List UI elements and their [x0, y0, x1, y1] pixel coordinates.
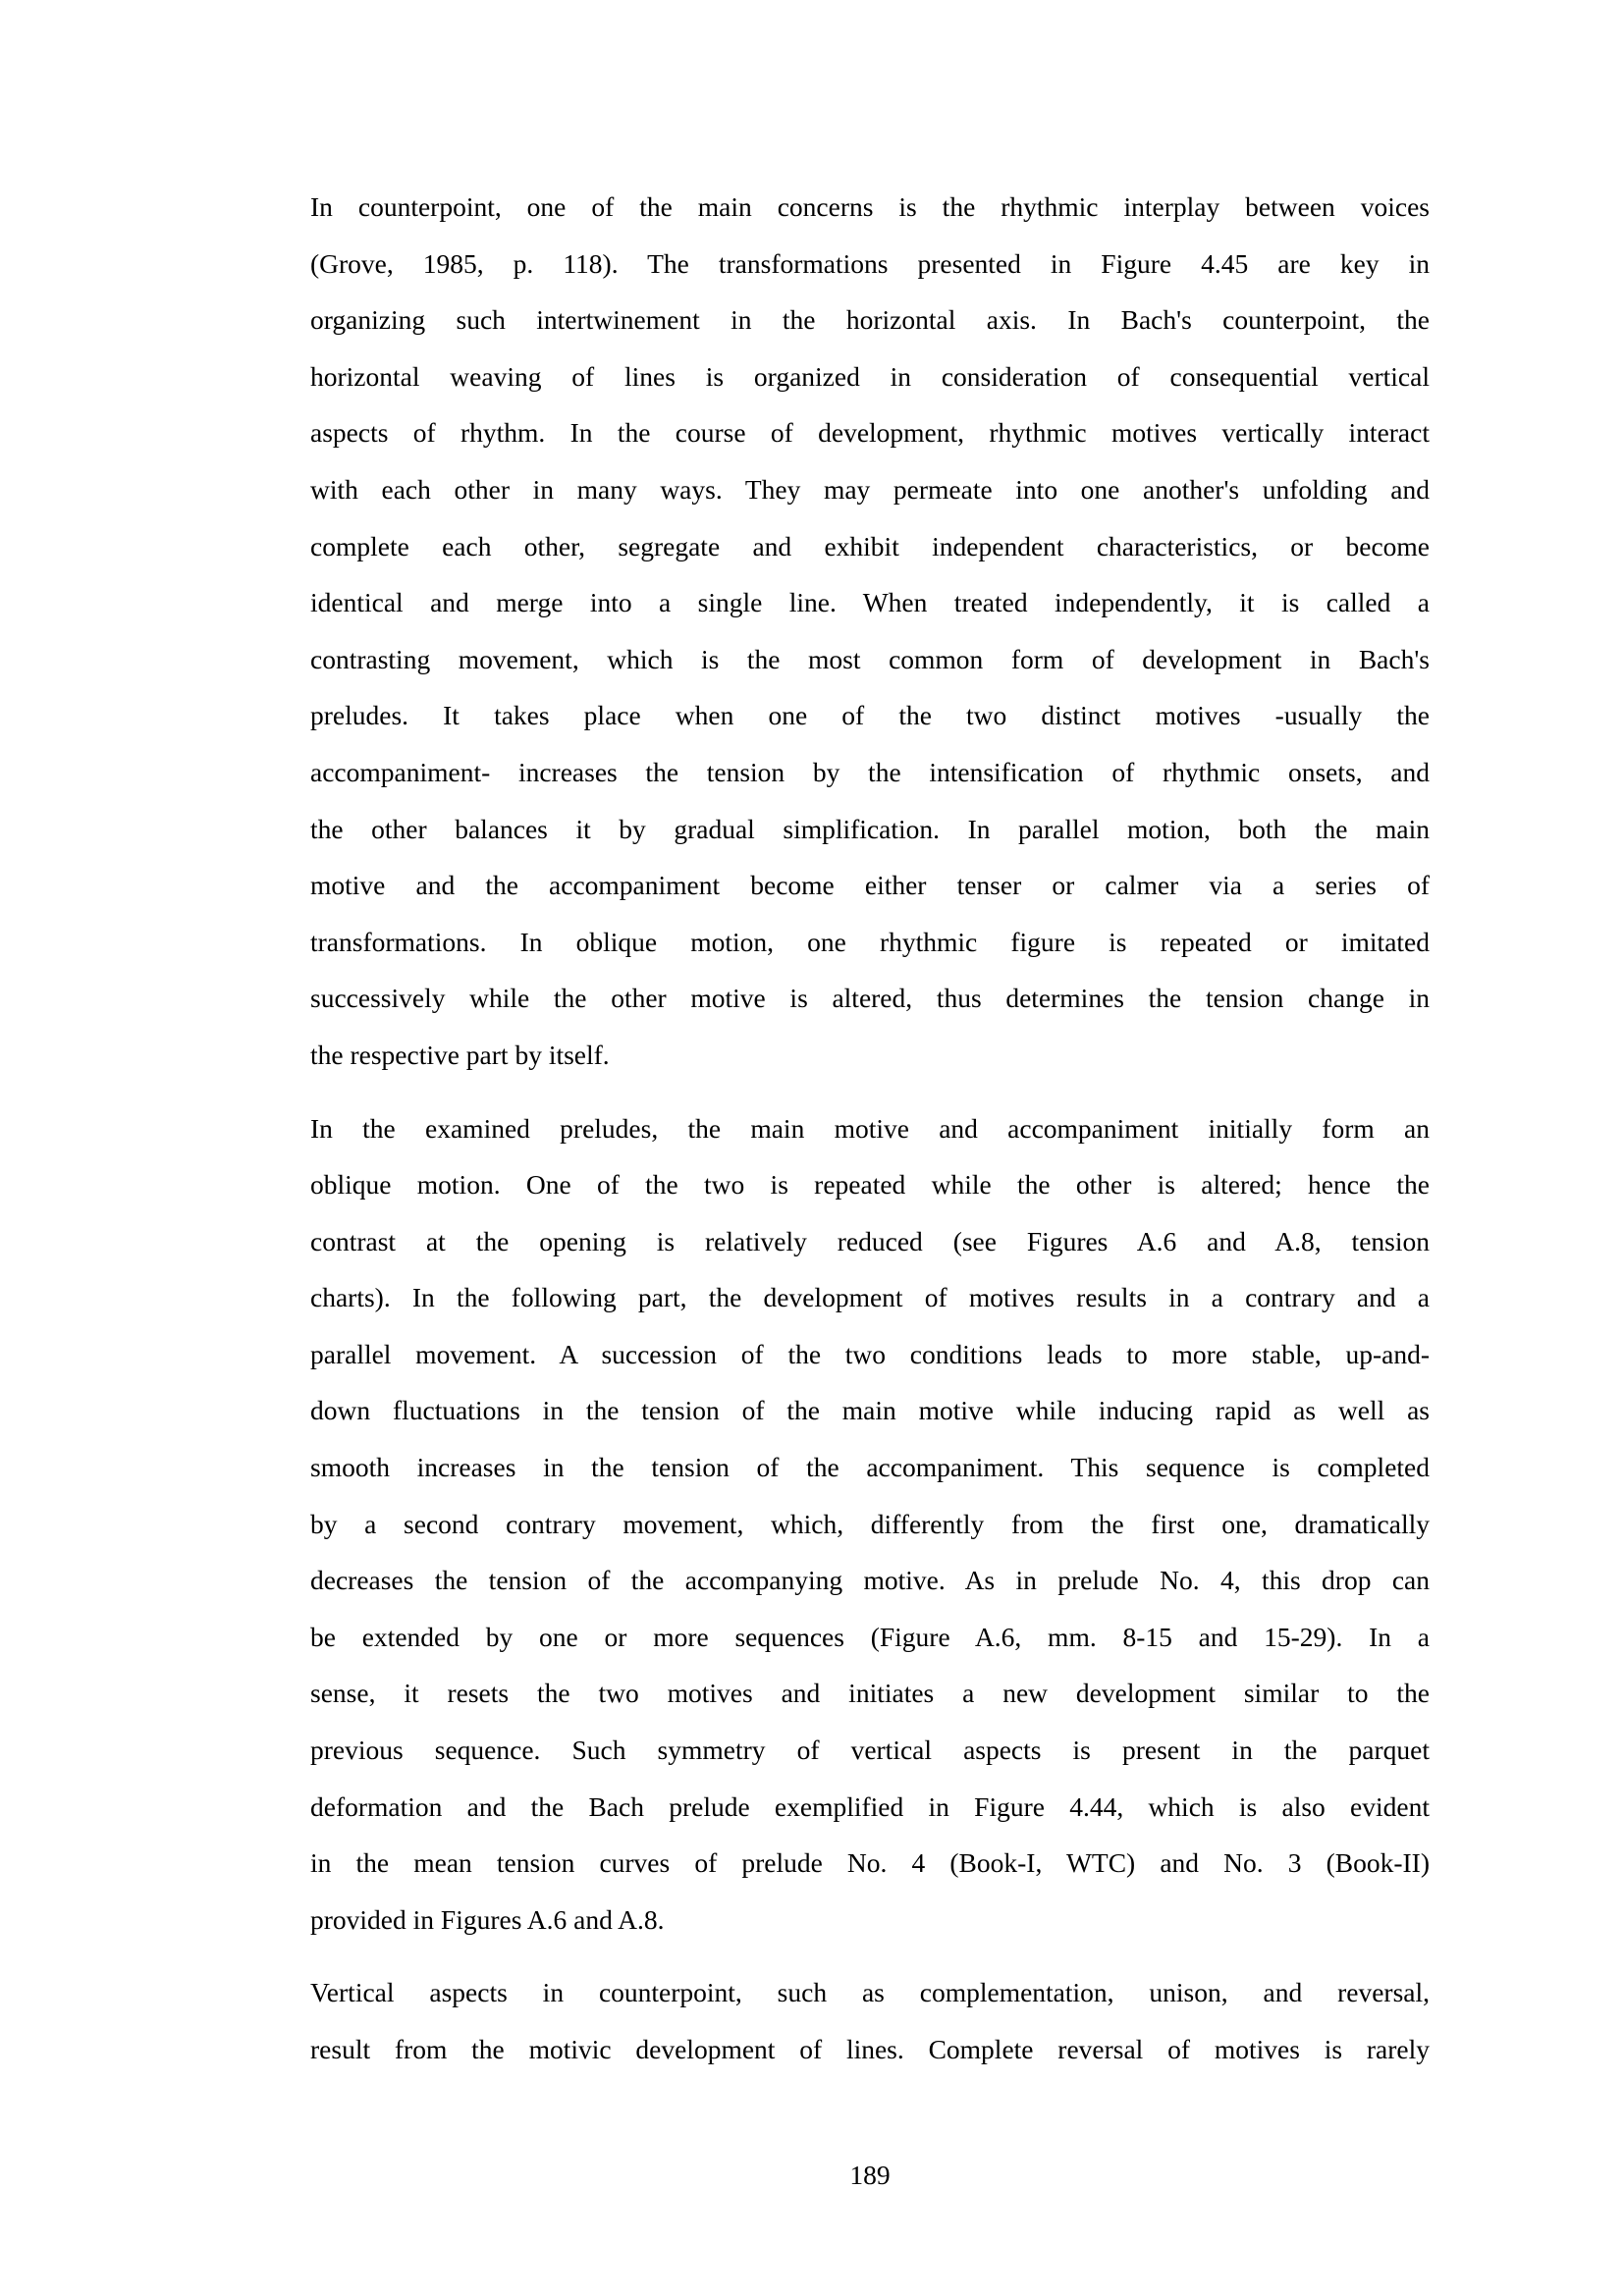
text-line: accompaniment- increases the tension by the intensification of rhythmic onsets, and — [310, 756, 1430, 787]
text-line: charts). In the following part, the development of motives results in a contrary and a — [310, 1282, 1430, 1313]
text-line: Vertical aspects in counterpoint, such as complementation, unison, and reversal, — [310, 1977, 1430, 2008]
paragraph-1 — [310, 179, 1430, 1084]
text-line: parallel movement. A succession of the two conditions leads to more stable, up-and- — [310, 1338, 1430, 1369]
text-line: down fluctuations in the tension of the main motive while inducing rapid as well as — [310, 1395, 1430, 1426]
text-line: with each other in many ways. They may permeate into one another's unfolding and — [310, 473, 1430, 505]
text-line: by a second contrary movement, which, differently from the first one, dramatically — [310, 1508, 1430, 1539]
paragraph-3 — [310, 1964, 1430, 2077]
text-line: oblique motion. One of the two is repeated while the other is altered; hence the — [310, 1169, 1430, 1201]
text-line: smooth increases in the tension of the accompaniment. This sequence is completed — [310, 1452, 1430, 1483]
body-text — [310, 179, 1430, 2095]
text-line: result from the motivic development of lines. Complete reversal of motives is rarely — [310, 2034, 1430, 2064]
text-line: sense, it resets the two motives and initiates a new development similar to the — [310, 1678, 1430, 1709]
text-line: provided in Figures A.6 and A.8. — [310, 1903, 665, 1935]
text-line: aspects of rhythm. In the course of development, rhythmic motives vertically interact — [310, 417, 1430, 449]
text-line: In the examined preludes, the main motive and accompaniment initially form an — [310, 1112, 1430, 1144]
text-line: horizontal weaving of lines is organized in consideration of consequential vertical — [310, 360, 1430, 392]
text-line: identical and merge into a single line. When treated independently, it is called a — [310, 587, 1430, 618]
page-number: 189 — [849, 2160, 891, 2190]
text-line: motive and the accompaniment become either tenser or calmer via a series of — [310, 870, 1430, 901]
text-line: in the mean tension curves of prelude No. 4 (Book-I, WTC) and No. 3 (Book-II) — [310, 1847, 1430, 1879]
text-line: complete each other, segregate and exhibit independent characteristics, or become — [310, 530, 1430, 561]
text-line: transformations. In oblique motion, one rhythmic figure is repeated or imitated — [310, 926, 1430, 957]
text-line: organizing such intertwinement in the horizontal axis. In Bach's counterpoint, the — [310, 304, 1430, 336]
text-line: successively while the other motive is altered, thus determines the tension change in — [310, 983, 1430, 1014]
text-line: the other balances it by gradual simplification. In parallel motion, both the main — [310, 813, 1430, 844]
text-line: contrast at the opening is relatively reduced (see Figures A.6 and A.8, tension — [310, 1225, 1430, 1256]
text-line: deformation and the Bach prelude exemplified in Figure 4.44, which is also evident — [310, 1790, 1430, 1822]
text-line: previous sequence. Such symmetry of vertical aspects is present in the parquet — [310, 1735, 1430, 1766]
text-line: (Grove, 1985, p. 118). The transformations presented in Figure 4.45 are key in — [310, 247, 1430, 279]
text-line: decreases the tension of the accompanying motive. As in prelude No. 4, this drop can — [310, 1565, 1430, 1596]
paragraph-2 — [310, 1100, 1430, 1949]
text-line: be extended by one or more sequences (Figure A.6, mm. 8-15 and 15-29). In a — [310, 1621, 1430, 1652]
text-line: preludes. It takes place when one of the two distinct motives -usually the — [310, 700, 1430, 731]
text-line: the respective part by itself. — [310, 1039, 610, 1070]
text-line: contrasting movement, which is the most common form of development in Bach's — [310, 643, 1430, 674]
text-line: In counterpoint, one of the main concerns is the rhythmic interplay between voices — [310, 191, 1430, 222]
